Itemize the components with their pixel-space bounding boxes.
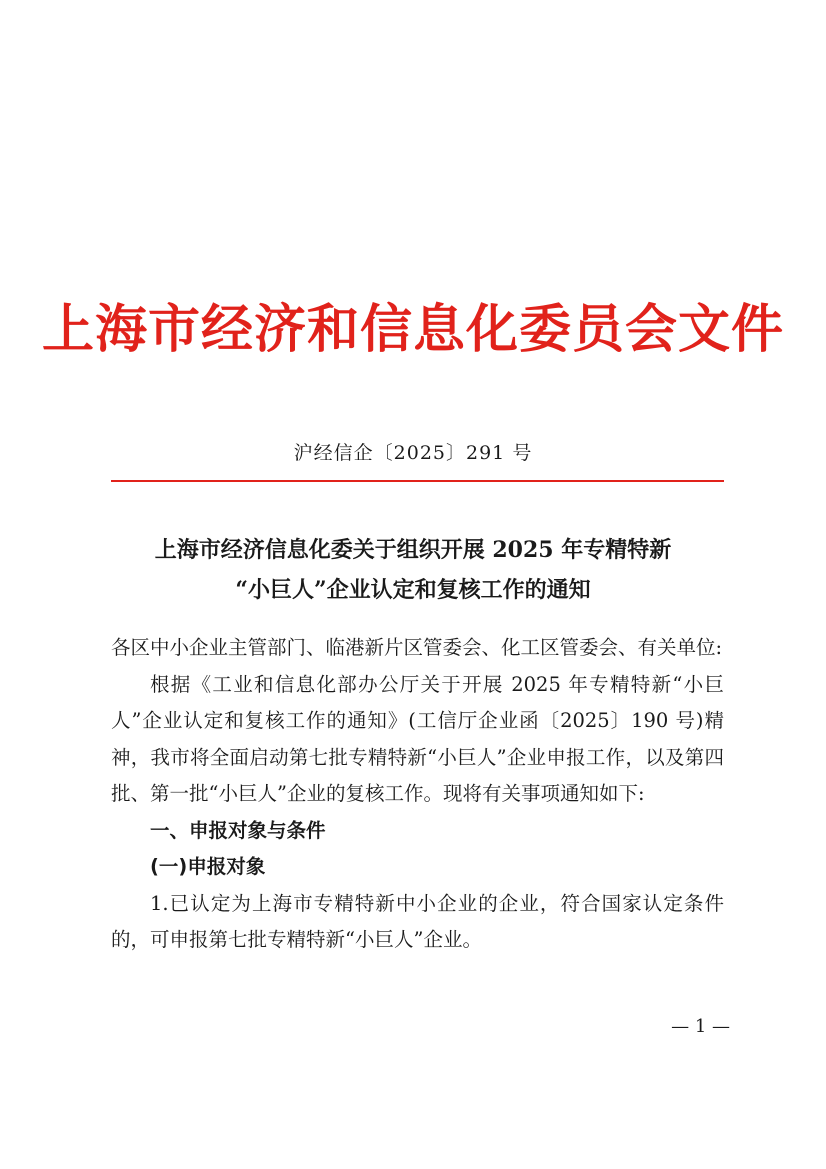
paragraph-intro: 根据《工业和信息化部办公厅关于开展 2025 年专精特新“小巨人”企业认定和复核工作的通知》(工信厅企业函〔2025〕190 号)精神，我市将全面启动第七批专精特新“小巨人”企业申报工作，以及第四批、第一批“小巨人”企业的复核工作。现将有关事项通知如下: xyxy=(111,672,724,805)
subsection-heading-1: (一)申报对象 xyxy=(150,855,266,878)
list-item-1: 1.已认定为上海市专精特新中小企业的企业，符合国家认定条件的，可申报第七批专精特新“小巨人”企业。 xyxy=(111,891,724,951)
document-number: 沪经信企〔2025〕291 号 xyxy=(293,442,533,464)
page-number: — 1 — xyxy=(671,1016,730,1037)
issuing-authority-header: 上海市经济和信息化委员会文件 xyxy=(41,299,784,360)
salutation: 各区中小企业主管部门、临港新片区管委会、化工区管委会、有关单位: xyxy=(111,636,723,659)
notice-title xyxy=(0,530,826,610)
section-heading-1: 一、申报对象与条件 xyxy=(150,818,326,842)
document-body xyxy=(111,630,724,959)
notice-title-line-2: “小巨人”企业认定和复核工作的通知 xyxy=(235,577,591,603)
notice-title-line-1: 上海市经济信息化委关于组织开展 2025 年专精特新 xyxy=(154,537,672,563)
red-divider-line xyxy=(111,480,724,482)
